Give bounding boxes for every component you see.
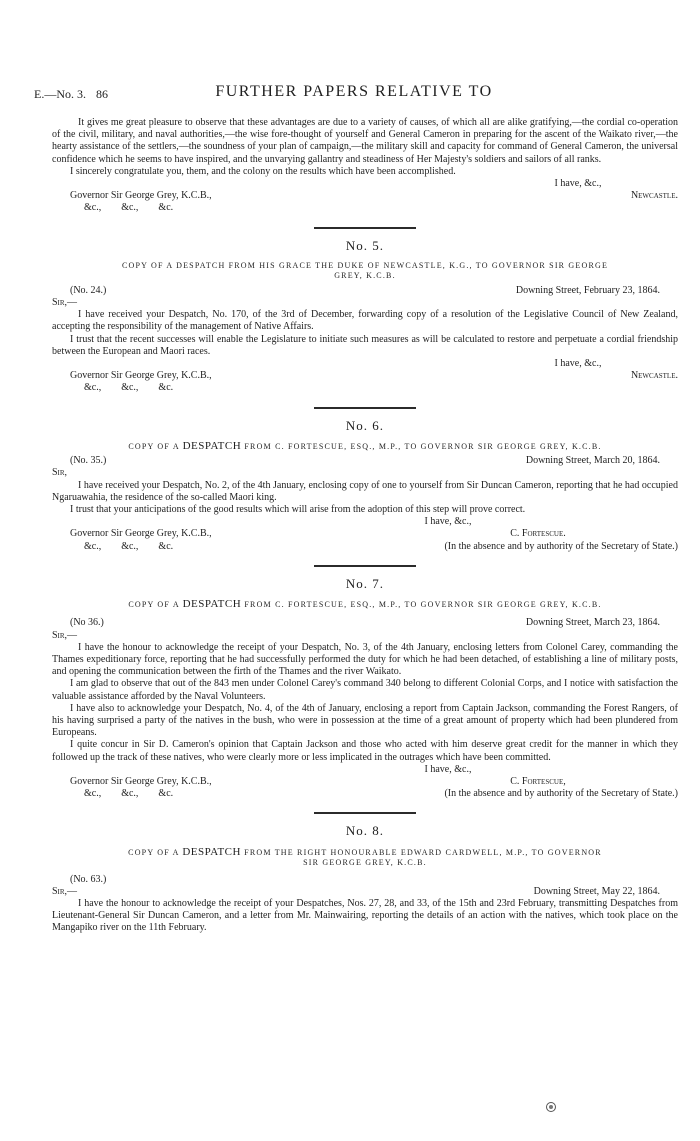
despatch-number: No. 8. [345,823,385,839]
addressee-etc: &c., &c., &c. [84,788,174,800]
addressee: Governor Sir George Grey, K.C.B., [70,370,212,382]
despatch-number: No. 5. [345,237,385,253]
addressee-etc: &c., &c., &c. [84,382,174,394]
despatch-number: No. 6. [345,417,385,433]
signature: C. Fortescue, [510,776,566,788]
despatch-ref: (No 36.) [70,617,104,629]
despatch-caption: COPY OF A DESPATCH FROM THE RIGHT HONOURABLE EDWARD CARDWELL, M.P., TO GOVERNOR SIR GEORGE GREY, K.C.B. [128,845,602,868]
closing: I have, &c., [554,357,602,369]
addressee-etc: &c., &c., &c. [84,540,174,552]
intro-despatch-continuation [52,117,678,215]
salutation: Sir,— [52,629,78,641]
section-divider [314,407,416,409]
salutation: Sir, [52,467,68,479]
paragraph: I have also to acknowledge your Despatch, No. 4, of the 4th of January, enclosing a report from Captain Jackson, commanding the Forest Rangers, of his having surprised a party of the natives in the bush, who were in possession at the time of a great amount of property which had been plundered from Europeans. [52,702,678,739]
despatch-no-5 [52,237,678,395]
despatch-caption: COPY OF A DESPATCH FROM HIS GRACE THE DUKE OF NEWCASTLE, K.G., TO GOVERNOR SIR GEORGE GREY, K.C.B. [121,260,609,281]
addressee: Governor Sir George Grey, K.C.B., [70,776,212,788]
place-date: Downing Street, March 20, 1864. [525,455,660,467]
page-body [52,117,678,935]
salutation: Sir,— [52,296,78,308]
despatch-ref: (No. 63.) [70,873,107,885]
paragraph: I am glad to observe that out of the 843 men under Colonel Carey's command 340 belong to different Colonial Corps, and I notice with satisfaction the valuable assistance afforded by the Naval Volunteers. [52,678,678,702]
paragraph: I trust that your anticipations of the good results which will arise from the adoption of this step will prove correct. [70,504,526,516]
closing: I have, &c., [554,178,602,190]
signature: C. Fortescue. [510,528,566,540]
paragraph: I have received your Despatch, No. 2, of the 4th January, enclosing copy of one to yourself from Sir Duncan Cameron, reporting that he had occupied Ngaruawahia, the residence of the so-called Maori king. [52,479,678,503]
despatch-no-7 [52,575,678,801]
authority-note: (In the absence and by authority of the Secretary of State.) [444,788,678,800]
paragraph: It gives me great pleasure to observe that these advantages are due to a variety of causes, of which all are alike gratifying,—the cordial co-operation of the civil, military, and naval authorities,—the wise fore-thought of yourself and General Cameron in preparing for the ascent of the Waikato river,—the hearty assistance of the settlers,—the soundness of your plan of campaign,—the military skill and capacity for command of General Cameron, the universal confidence which he seems to have inspired, and the unvarying gallantry and steadiness of Her Majesty's soldiers and sailors of all ranks. [52,117,678,165]
despatch-caption: COPY OF A DESPATCH FROM C. FORTESCUE, ESQ., M.P., TO GOVERNOR SIR GEORGE GREY, K.C.B. [128,439,602,452]
paragraph: I have the honour to acknowledge the receipt of your Despatches, Nos. 27, 28, and 33, of the 15th and 23rd February, transmitting Despatches from Lieutenant-General Sir Duncan Cameron, and a letter from Mr. Mainwairing, reporting the details of an action with the natives, which took place on the Mangapiko river on the 11th February. [52,898,678,934]
closing: I have, &c., [424,516,472,528]
despatch-caption: COPY OF A DESPATCH FROM C. FORTESCUE, ESQ., M.P., TO GOVERNOR SIR GEORGE GREY, K.C.B. [128,597,602,610]
paragraph: I quite concur in Sir D. Cameron's opinion that Captain Jackson and those who acted with him deserve great credit for the manner in which they followed up the track of these natives, who were clearly more or less implicated in the outrages which have been committed. [52,739,678,763]
paper-reference: E.—No. 3. [34,87,86,101]
paragraph: I have the honour to acknowledge the receipt of your Despatch, No. 3, of the 4th January, enclosing letters from Colonel Carey, commanding the Thames expeditionary force, reporting that he had successfully performed the duty for which he had been detached, of establishing a line of military posts, and opening the communication between the firth of the Thames and the river Waikato. [52,641,678,678]
addressee: Governor Sir George Grey, K.C.B., [70,528,212,540]
page-number: 86 [96,87,108,101]
despatch-ref: (No. 35.) [70,455,107,467]
signature: Newcastle. [630,190,678,202]
place-date: Downing Street, May 22, 1864. [533,885,660,897]
section-divider [314,565,416,567]
paragraph: I sincerely congratulate you, them, and the colony on the results which have been accomplished. [70,165,456,177]
despatch-ref: (No. 24.) [70,284,107,296]
section-divider [314,227,416,229]
running-title: FURTHER PAPERS RELATIVE TO [215,83,493,100]
place-date: Downing Street, March 23, 1864. [525,617,660,629]
despatch-no-6 [52,417,678,553]
section-divider [314,812,416,814]
addressee-etc: &c., &c., &c. [84,202,174,214]
closing: I have, &c., [424,763,472,775]
authority-note: (In the absence and by authority of the Secretary of State.) [444,540,678,552]
paragraph: I have received your Despatch, No. 170, of the 3rd of December, forwarding copy of a resolution of the Legislative Council of New Zealand, accepting the responsibility of the management of Native Affairs. [52,309,678,333]
page-header [34,84,674,104]
addressee: Governor Sir George Grey, K.C.B., [70,190,212,202]
despatch-no-8 [52,825,678,934]
signature: Newcastle. [630,370,678,382]
place-date: Downing Street, February 23, 1864. [515,284,660,296]
printer-mark-icon [546,1102,556,1112]
paragraph: I trust that the recent successes will enable the Legislature to initiate such measures as will be calculated to restore and perpetuate a cordial friendship between the European and Maori races. [52,333,678,357]
salutation: Sir,— [52,885,78,897]
despatch-number: No. 7. [345,575,385,591]
